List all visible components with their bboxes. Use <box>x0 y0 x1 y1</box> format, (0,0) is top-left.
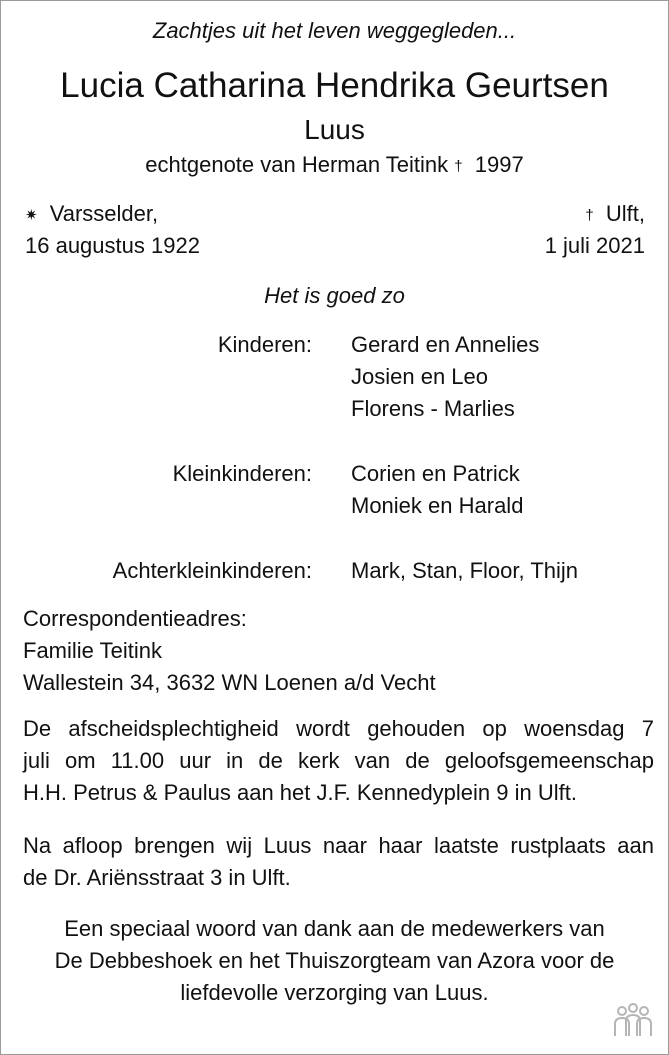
ceremony-line: De afscheidsplechtigheid wordt gehouden op woensdag 7 <box>23 716 654 741</box>
family-member: Gerard en Annelies <box>351 332 540 357</box>
family-member: Corien en Patrick <box>351 461 520 486</box>
birth-star-icon: ✷ <box>25 207 38 225</box>
family-member: Josien en Leo <box>351 364 488 389</box>
death-place-line <box>585 201 645 227</box>
burial-line: Na afloop brengen wij Luus naar haar laatste rustplaats aan <box>23 833 654 858</box>
thanks-line: De Debbeshoek en het Thuiszorgteam van Azora voor de <box>54 948 615 973</box>
people-group-icon <box>609 1000 657 1040</box>
family-member: Florens - Marlies <box>351 396 515 421</box>
spouse-text: echtgenote van Herman Teitink <box>145 152 449 177</box>
burial-line: de Dr. Ariënsstraat 3 in Ulft. <box>23 865 291 890</box>
family-member: Moniek en Harald <box>351 493 524 518</box>
ceremony-line: H.H. Petrus & Paulus aan het J.F. Kennedyplein 9 in Ulft. <box>23 780 577 805</box>
birth-place: Varsselder, <box>49 201 159 226</box>
motto: Het is goed zo <box>264 283 405 308</box>
correspondence-name: Familie Teitink <box>23 638 162 663</box>
birth-date: 16 augustus 1922 <box>25 233 200 258</box>
thanks-line: Een speciaal woord van dank aan de medewerkers van <box>64 916 605 941</box>
death-date: 1 juli 2021 <box>544 233 645 258</box>
death-place: Ulft, <box>605 201 645 226</box>
greatgrandchildren-label: Achterkleinkinderen: <box>112 558 312 583</box>
cross-icon: † <box>454 157 463 175</box>
correspondence-address: Wallestein 34, 3632 WN Loenen a/d Vecht <box>23 670 436 695</box>
intro-text: Zachtjes uit het leven weggegleden... <box>152 18 517 43</box>
children-label: Kinderen: <box>217 332 312 357</box>
spouse-line <box>0 152 669 178</box>
birth-place-line <box>25 201 158 227</box>
deceased-name: Lucia Catharina Hendrika Geurtsen <box>60 66 609 105</box>
correspondence-label: Correspondentieadres: <box>23 606 247 631</box>
death-cross-icon: † <box>585 206 594 224</box>
nickname: Luus <box>304 114 365 145</box>
family-member: Mark, Stan, Floor, Thijn <box>351 558 579 583</box>
thanks-line: liefdevolle verzorging van Luus. <box>180 980 489 1005</box>
ceremony-line: juli om 11.00 uur in de kerk van de geloofsgemeenschap <box>23 748 654 773</box>
spouse-year: 1997 <box>474 152 524 177</box>
grandchildren-label: Kleinkinderen: <box>172 461 312 486</box>
